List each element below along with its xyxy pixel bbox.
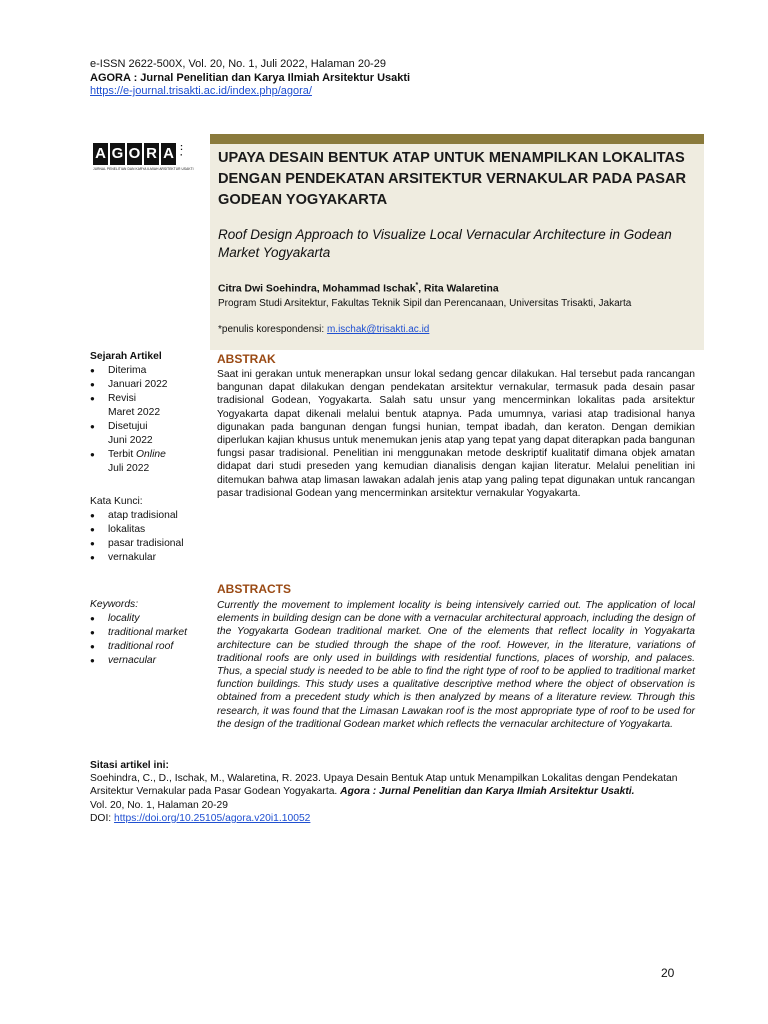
citation-volume: Vol. 20, No. 1, Halaman 20-29 (90, 799, 228, 811)
history-label: Diterima (108, 365, 147, 376)
journal-header (90, 58, 410, 99)
authors-part-b: , Rita Walaretina (418, 283, 499, 295)
history-date (90, 378, 168, 392)
citation-journal: Agora : Jurnal Penelitian dan Karya Ilmiah Arsitektur Usakti. (340, 786, 635, 798)
abstrak-heading: ABSTRAK (217, 352, 276, 366)
journal-name: AGORA : Jurnal Penelitian dan Karya Ilmiah Arsitektur Usakti (90, 71, 411, 84)
history-date-text: Maret 2022 (108, 407, 161, 418)
logo-letter: O (127, 143, 142, 165)
keyword-item: ● traditional market (90, 626, 187, 640)
history-label: Disetujui (108, 421, 148, 432)
article-subtitle: Roof Design Approach to Visualize Local Vernacular Architecture in Godean Market Yogyakarta (218, 227, 672, 260)
abstrak-text: Saat ini gerakan untuk menerapkan unsur lokal sedang gencar dilakukan. Hal tersebut pada rancangan bangunan dapat dilakukan dengan pendekatan arsitektur vernakular, termasuk pada desain pasar tradisional Godean, Yogyakarta. Salah satu unsur yang mencerminkan lokalitas pada arsitektur Yogyakarta dapat dikenali melalui bentuk atapnya. Pada umumnya, variasi atap tradisional hanya digunakan pada bangunan dengan fungsi hunian, tempat ibadah, dan keraton. Dengan demikian diperlukan kajian khusus untuk menemukan jenis atap yang tepat yang dapat diterapkan pada bangunan fungsi pasar tradisional. Penelitian ini menggunakan metode deskriptif kualitatif dimana objek amatan didapat dari studi preseden yang kemudian dianalisis dengan kajian literatur. Melalui penelitian ini ditemukan bahwa atap limasan lawakan adalah jenis atap yang paling tepat digunakan untuk rancangan pasar tradisional Godean yang mencerminkan arsitektur vernakular Yogyakarta. (217, 369, 695, 499)
agora-logo (93, 143, 203, 177)
keyword-item: ● vernacular (90, 654, 187, 668)
citation-text (90, 772, 710, 798)
kata-kunci-title: Kata Kunci: (90, 496, 143, 507)
authors (218, 282, 499, 294)
citation-heading: Sitasi artikel ini: (90, 760, 169, 771)
abstracts-text: Currently the movement to implement locality is being intensively carried out. The application of local elements in building design can be done with a vernacular architectural approach, including the design of the Yogyakarta Godean traditional market. One of the elements that reflect locality in Yogyakarta architecture can be studied through the shape of the roof. However, in the literature, variations of traditional roofs are only used in buildings with residential functions, places of worship, and palaces. Thus, a special study is needed to be able to find the right type of roof to be applied to traditional market function buildings. This study uses a qualitative descriptive method where the object of observation is obtained from a precedent study which is then analyzed by means of a literature review. Through this research, it was found that the Limasan Lawakan roof is the most appropriate type of roof to be used for the design of the traditional Godean market which reflects the vernacular architecture of Yogyakarta. (217, 600, 695, 730)
history-item (90, 364, 168, 378)
citation-block (90, 759, 710, 825)
history-item (90, 392, 166, 406)
history-date-text: Juli 2022 (108, 463, 150, 474)
corresponding-author (218, 324, 429, 335)
logo-letter: A (93, 143, 108, 165)
kata-kunci-item: ● atap tradisional (90, 509, 184, 523)
affiliation: Program Studi Arsitektur, Fakultas Teknik Sipil dan Perencanaan, Universitas Trisakti, Jakarta (218, 298, 632, 309)
keywords-title: Keywords: (90, 599, 139, 610)
article-history (90, 350, 168, 392)
citation-doi (90, 812, 710, 825)
history-item (90, 420, 166, 434)
article-title: UPAYA DESAIN BENTUK ATAP UNTUK MENAMPILKAN LOKALITAS DENGAN PENDEKATAN ARSITEKTUR VERNAKULAR PADA PASAR GODEAN YOGYAKARTA (218, 150, 687, 208)
logo-colon-icon: : · (180, 142, 183, 160)
keywords-section (90, 598, 187, 668)
title-box (210, 134, 704, 350)
kata-kunci-section (90, 495, 184, 565)
history-label: Revisi (108, 393, 137, 404)
doi-link[interactable]: https://doi.org/10.25105/agora.v20i1.10052 (114, 812, 311, 824)
authors-part-a: Citra Dwi Soehindra, Mohammad Ischak (218, 283, 416, 295)
history-date-text: Juni 2022 (108, 435, 153, 446)
page-number: 20 (661, 966, 675, 980)
keyword-item: ● traditional roof (90, 640, 187, 654)
abstracts-heading: ABSTRACTS (217, 582, 291, 596)
history-date-text: Januari 2022 (108, 379, 168, 390)
history-label-italic: Online (136, 449, 166, 460)
article-history-2 (90, 392, 166, 476)
logo-letter: G (110, 143, 125, 165)
citation-text-a: Soehindra, C., D., Ischak, M., Walaretina, R. 2023. Upaya Desain Bentuk Atap untuk Menampilkan Lokalitas dengan Pendekatan Arsitektur Vernakular pada Pasar Godean Yogyakarta. (90, 773, 678, 798)
kata-kunci-item: ● vernakular (90, 551, 184, 565)
history-title: Sejarah Artikel (90, 351, 162, 362)
logo-letter: R (144, 143, 159, 165)
corr-label: *penulis korespondensi: (218, 324, 327, 335)
logo-subtitle: JURNAL PENELITIAN DAN KARYA ILMIAH ARSITEKTUR USAKTI (93, 167, 194, 171)
corr-email-link[interactable]: m.ischak@trisakti.ac.id (326, 324, 430, 335)
journal-url-link[interactable]: https://e-journal.trisakti.ac.id/index.php/agora/ (90, 85, 312, 97)
keyword-item: ● locality (90, 612, 187, 626)
history-label: Terbit (108, 449, 137, 460)
kata-kunci-item: ● lokalitas (90, 523, 184, 537)
logo-letter: A (161, 143, 176, 165)
doi-label: DOI: (90, 812, 115, 824)
kata-kunci-item: ● pasar tradisional (90, 537, 184, 551)
issn-line: e-ISSN 2622-500X, Vol. 20, No. 1, Juli 2022, Halaman 20-29 (90, 58, 386, 70)
history-item (90, 448, 166, 462)
title-bar-accent (210, 134, 704, 144)
corresponding-mark: * (415, 282, 419, 289)
